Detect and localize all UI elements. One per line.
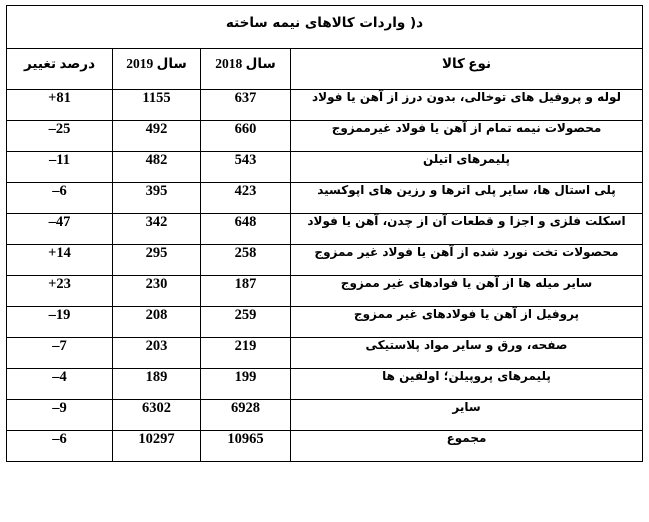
table-body (7, 90, 643, 462)
table-row (7, 369, 643, 400)
cell-y2019: 482 (113, 152, 201, 183)
table-row (7, 245, 643, 276)
cell-change: –47 (7, 214, 113, 245)
cell-change: –4 (7, 369, 113, 400)
cell-change: –19 (7, 307, 113, 338)
cell-y2018: 423 (201, 183, 291, 214)
cell-change: –11 (7, 152, 113, 183)
cell-change: +23 (7, 276, 113, 307)
cell-name: محصولات تخت نورد شده از آهن یا فولاد غیر ممزوج (291, 245, 643, 276)
semi-finished-imports-table (6, 5, 643, 462)
cell-y2018: 543 (201, 152, 291, 183)
cell-change: –25 (7, 121, 113, 152)
table-title: د‎)‎ واردات کالاهای نیمه ساخته (7, 6, 643, 49)
table-row (7, 183, 643, 214)
cell-y2018: 6928 (201, 400, 291, 431)
cell-y2018: 637 (201, 90, 291, 121)
table-header-row (7, 49, 643, 90)
column-header-change: درصد تغییر (7, 49, 113, 90)
cell-name: پلیمرهای پروپیلن؛ اولفین ها (291, 369, 643, 400)
cell-y2019: 189 (113, 369, 201, 400)
table-row (7, 152, 643, 183)
cell-change: –7 (7, 338, 113, 369)
table-row (7, 307, 643, 338)
column-header-y2019: سال 2019 (113, 49, 201, 90)
cell-y2019: 208 (113, 307, 201, 338)
column-header-name: نوع کالا (291, 49, 643, 90)
cell-change: –6 (7, 431, 113, 462)
cell-y2019: 6302 (113, 400, 201, 431)
cell-name: پلیمرهای اتیلن (291, 152, 643, 183)
cell-name: محصولات نیمه تمام از آهن یا فولاد غیرممزوج (291, 121, 643, 152)
table-row (7, 338, 643, 369)
cell-name: پروفیل از آهن یا فولادهای غیر ممزوج (291, 307, 643, 338)
cell-name: سایر میله ها از آهن یا فوادهای غیر ممزوج (291, 276, 643, 307)
cell-name: پلی استال ها، سایر پلی اترها و رزین های اپوکسید (291, 183, 643, 214)
cell-name: سایر (291, 400, 643, 431)
cell-y2019: 295 (113, 245, 201, 276)
cell-name: لوله و پروفیل های توخالی، بدون درز از آهن یا فولاد (291, 90, 643, 121)
cell-y2018: 10965 (201, 431, 291, 462)
column-header-y2018: سال 2018 (201, 49, 291, 90)
cell-y2019: 1155 (113, 90, 201, 121)
cell-y2018: 187 (201, 276, 291, 307)
cell-change: –6 (7, 183, 113, 214)
cell-y2018: 648 (201, 214, 291, 245)
table-row (7, 121, 643, 152)
cell-name: مجموع (291, 431, 643, 462)
cell-y2019: 230 (113, 276, 201, 307)
cell-y2019: 395 (113, 183, 201, 214)
cell-y2019: 203 (113, 338, 201, 369)
cell-name: صفحه، ورق و سایر مواد پلاستیکی (291, 338, 643, 369)
cell-y2019: 492 (113, 121, 201, 152)
cell-y2018: 259 (201, 307, 291, 338)
table-row (7, 90, 643, 121)
cell-y2018: 258 (201, 245, 291, 276)
cell-change: –9 (7, 400, 113, 431)
cell-y2018: 199 (201, 369, 291, 400)
table-row (7, 400, 643, 431)
cell-name: اسکلت فلزی و اجزا و قطعات آن از چدن، آهن یا فولاد (291, 214, 643, 245)
table-row (7, 431, 643, 462)
cell-change: +81 (7, 90, 113, 121)
cell-y2018: 219 (201, 338, 291, 369)
table-row (7, 214, 643, 245)
title-row (7, 6, 643, 49)
cell-y2019: 342 (113, 214, 201, 245)
table-row (7, 276, 643, 307)
cell-y2019: 10297 (113, 431, 201, 462)
cell-change: +14 (7, 245, 113, 276)
cell-y2018: 660 (201, 121, 291, 152)
